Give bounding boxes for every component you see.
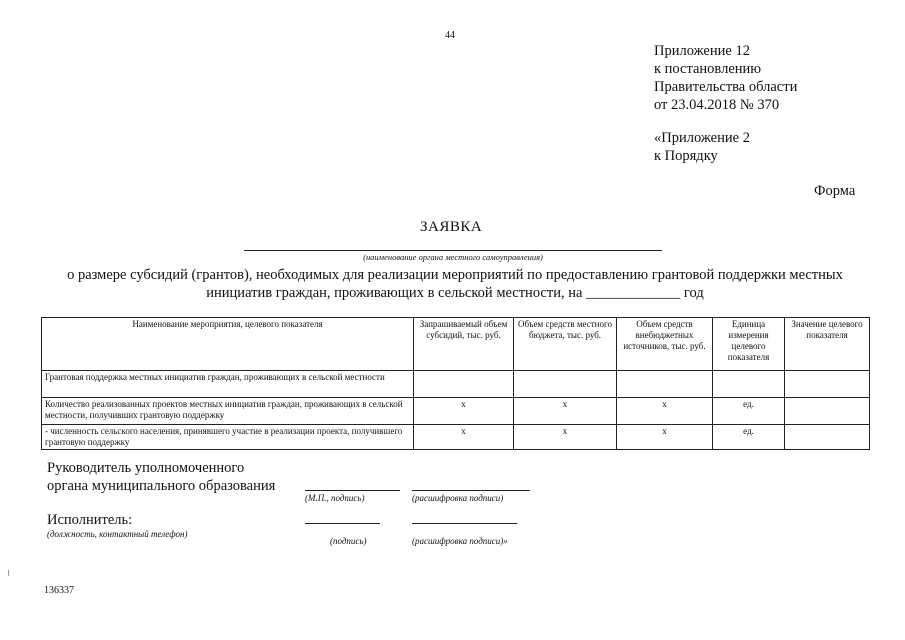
document-subtitle bbox=[30, 266, 880, 302]
table-cell: Грантовая поддержка местных инициатив граждан, проживающих в сельской местности bbox=[42, 371, 414, 398]
grant-table bbox=[41, 317, 870, 450]
executor-decode-caption: (расшифровка подписи)» bbox=[412, 536, 508, 546]
appendix-2-line: к Порядку bbox=[654, 148, 718, 164]
head-decode-line bbox=[412, 490, 530, 491]
mp-signature-caption: (М.П., подпись) bbox=[305, 493, 365, 503]
org-name-line bbox=[244, 250, 662, 251]
header-local-budget: Объем средств местного бюджета, тыс. руб. bbox=[514, 318, 617, 371]
document-number: 136337 bbox=[44, 585, 74, 596]
table-cell bbox=[785, 398, 870, 425]
scan-mark bbox=[8, 570, 9, 576]
table-cell: - численность сельского населения, принявшего участие в реализации проекта, получившего грантовую поддержку bbox=[42, 425, 414, 450]
appendix-line: от 23.04.2018 № 370 bbox=[654, 97, 780, 113]
table-cell bbox=[785, 425, 870, 450]
subtitle-line-2: инициатив граждан, проживающих в сельской местности, на _____________ год bbox=[206, 285, 704, 301]
table-cell: ед. bbox=[713, 425, 785, 450]
head-signature-line bbox=[305, 490, 400, 491]
table-cell: х bbox=[414, 398, 514, 425]
appendix-line: к постановлению bbox=[654, 61, 762, 77]
table-cell: х bbox=[514, 425, 617, 450]
table-cell: ед. bbox=[713, 398, 785, 425]
executor-signature-line bbox=[305, 523, 380, 524]
head-label-line-2: органа муниципального образования bbox=[47, 478, 276, 494]
table-row bbox=[42, 398, 870, 425]
executor-hint: (должность, контактный телефон) bbox=[47, 529, 188, 539]
header-extrabudgetary: Объем средств внебюджетных источников, тыс. руб. bbox=[617, 318, 713, 371]
head-signature-label bbox=[47, 459, 275, 495]
document-title: ЗАЯВКА bbox=[420, 219, 483, 235]
table-cell: х bbox=[617, 425, 713, 450]
appendix-2-line: «Приложение 2 bbox=[654, 130, 750, 146]
table-cell bbox=[617, 371, 713, 398]
header-requested-subsidy: Запрашиваемый объем субсидий, тыс. руб. bbox=[414, 318, 514, 371]
head-label-line-1: Руководитель уполномоченного bbox=[47, 460, 245, 476]
executor-label: Исполнитель: bbox=[47, 512, 133, 528]
executor-decode-line bbox=[412, 523, 517, 524]
table-header-row bbox=[42, 318, 870, 371]
table-cell: х bbox=[617, 398, 713, 425]
appendix-line: Приложение 12 bbox=[654, 43, 750, 59]
appendix-header bbox=[654, 42, 797, 114]
org-name-caption: (наименование органа местного самоуправления) bbox=[363, 252, 543, 262]
appendix-2-header bbox=[654, 129, 750, 165]
header-activity: Наименование мероприятия, целевого показателя bbox=[42, 318, 414, 371]
table-cell: х bbox=[414, 425, 514, 450]
header-value: Значение целевого показателя bbox=[785, 318, 870, 371]
header-unit: Единица измерения целевого показателя bbox=[713, 318, 785, 371]
table-row bbox=[42, 371, 870, 398]
table-cell bbox=[785, 371, 870, 398]
executor-signature-caption: (подпись) bbox=[330, 536, 367, 546]
form-label: Форма bbox=[814, 183, 856, 199]
table-cell: Количество реализованных проектов местных инициатив граждан, проживающих в сельской местности, получивших грантовую поддержку bbox=[42, 398, 414, 425]
table-cell bbox=[713, 371, 785, 398]
table-cell bbox=[414, 371, 514, 398]
subtitle-line-1: о размере субсидий (грантов), необходимых для реализации мероприятий по предоставлению грантовой поддержки местных bbox=[67, 267, 843, 283]
table-cell bbox=[514, 371, 617, 398]
table-row bbox=[42, 425, 870, 450]
appendix-line: Правительства области bbox=[654, 79, 798, 95]
table-cell: х bbox=[514, 398, 617, 425]
head-decode-caption: (расшифровка подписи) bbox=[412, 493, 504, 503]
page-number: 44 bbox=[445, 30, 455, 41]
